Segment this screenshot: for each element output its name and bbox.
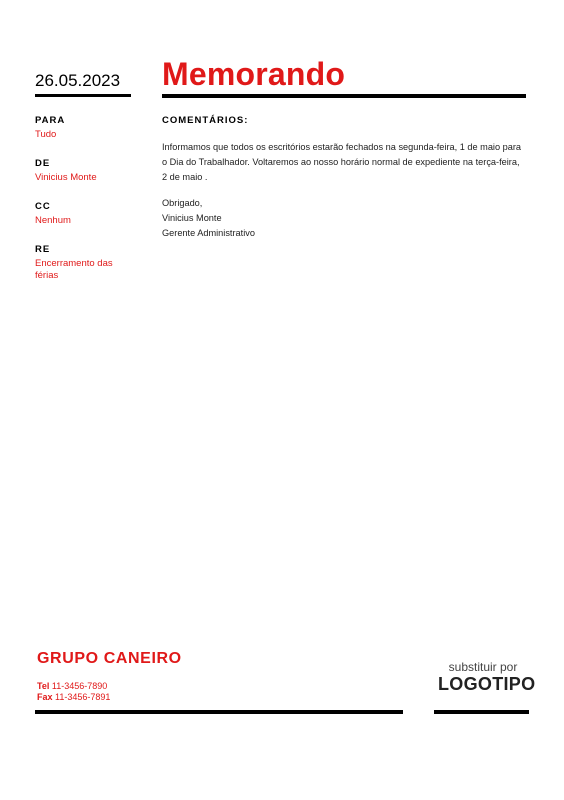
- fax-line: [37, 692, 110, 703]
- date-underline: [35, 94, 131, 97]
- memo-body: Informamos que todos os escritórios estarão fechados na segunda-feira, 1 de maio para o Dia do Trabalhador. Voltaremos ao nosso horário normal de expediente na terça-feira, 2 de maio .: [162, 142, 522, 183]
- logo-placeholder: [438, 660, 536, 695]
- to-label: PARA: [35, 115, 66, 126]
- from-block: [35, 158, 135, 184]
- signoff-role: Gerente Administrativo: [162, 228, 255, 239]
- re-value: Encerramento das férias: [35, 258, 113, 281]
- contact-info: [37, 681, 110, 703]
- tel-label: Tel: [37, 681, 50, 691]
- tel-line: [37, 681, 110, 692]
- memo-title: Memorando: [162, 56, 346, 92]
- memo-date: 26.05.2023: [35, 71, 121, 90]
- signoff-greeting: Obrigado,: [162, 198, 203, 208]
- tel-value: 11-3456-7890: [51, 681, 108, 691]
- logo-line2: LOGOTIPO: [438, 674, 536, 694]
- title-underline: [162, 94, 526, 98]
- footer-rule: [35, 710, 403, 714]
- fax-label: Fax: [37, 692, 53, 702]
- from-label: DE: [35, 158, 51, 169]
- cc-label: CC: [35, 201, 51, 212]
- re-block: [35, 244, 135, 282]
- signoff: [162, 196, 255, 242]
- logo-rule: [434, 710, 529, 714]
- to-block: [35, 115, 135, 141]
- cc-block: [35, 201, 135, 227]
- logo-line1: substituir por: [448, 660, 518, 674]
- cc-value: Nenhum: [35, 215, 71, 226]
- comments-heading: COMENTÁRIOS:: [162, 115, 249, 126]
- fax-value: 11-3456-7891: [55, 692, 111, 702]
- re-label: RE: [35, 244, 51, 255]
- memo-meta: [35, 115, 135, 299]
- to-value: Tudo: [35, 129, 57, 140]
- signoff-name: Vinicius Monte: [162, 213, 222, 224]
- from-value: Vinicius Monte: [35, 172, 97, 183]
- company-name: GRUPO CANEIRO: [37, 650, 182, 667]
